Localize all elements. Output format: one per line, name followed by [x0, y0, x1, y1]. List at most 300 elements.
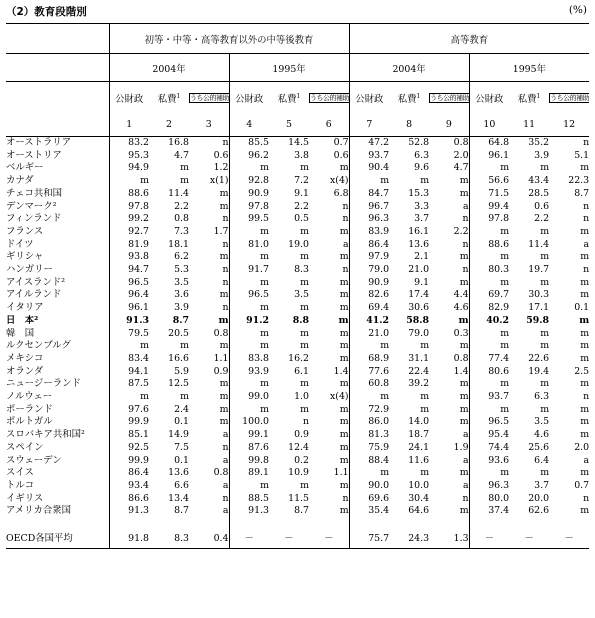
value-cell: 99.0 — [229, 391, 269, 404]
table-row — [6, 162, 589, 175]
table-row — [6, 429, 589, 442]
value-cell: a — [462, 200, 469, 212]
value-cell: 5.1 — [574, 149, 590, 161]
value-cell: m — [339, 416, 349, 428]
country-name: オーストラリア — [6, 137, 72, 148]
value-cell: m — [218, 314, 229, 326]
value-cell: 12.4 — [288, 441, 309, 453]
value-cell: m — [229, 226, 269, 239]
value-cell: n — [583, 264, 590, 276]
value-cell: m — [339, 378, 349, 390]
value-cell: 16.6 — [168, 352, 189, 364]
value-cell: 16.2 — [288, 352, 309, 364]
value-cell: 0.1 — [174, 454, 189, 466]
value-cell: n — [583, 492, 590, 504]
table-row — [6, 467, 589, 480]
value-cell: 13.6 — [408, 238, 430, 250]
value-cell: m — [300, 302, 309, 314]
value-cell: 8.7 — [574, 187, 590, 199]
value-cell: m — [469, 328, 509, 341]
value-cell: 4.7 — [174, 149, 189, 161]
value-cell: x(1) — [209, 175, 229, 187]
value-cell: 97.9 — [349, 251, 389, 264]
value-cell: 6.1 — [294, 365, 309, 377]
value-cell: 1.4 — [333, 365, 349, 377]
value-cell: n — [342, 213, 349, 225]
value-cell: m — [219, 340, 229, 352]
country-name: スウェーデン — [6, 454, 62, 466]
value-cell: m — [469, 226, 509, 239]
table-row — [6, 226, 589, 239]
value-cell: 43.4 — [528, 175, 550, 187]
value-cell: 100.0 — [229, 416, 269, 429]
value-cell: 19.0 — [288, 238, 309, 250]
value-cell: m — [219, 187, 229, 199]
subhead-private: 私費$^1$ — [277, 92, 301, 105]
value-cell: 81.3 — [349, 429, 389, 442]
value-cell: 3.7 — [534, 479, 550, 491]
value-cell: m — [300, 276, 309, 288]
value-cell: m — [580, 416, 590, 428]
value-cell: 0.1 — [174, 416, 189, 428]
value-cell: a — [583, 454, 590, 466]
value-cell: 13.6 — [168, 467, 189, 479]
value-cell: n — [222, 137, 229, 148]
value-cell: 19.7 — [528, 264, 550, 276]
value-cell: 14.5 — [288, 137, 309, 148]
column-number: 1 — [109, 113, 149, 137]
value-cell: 90.9 — [349, 277, 389, 290]
table-row — [6, 175, 589, 188]
value-cell: 0.4 — [189, 530, 229, 549]
value-cell: 5.3 — [174, 264, 189, 276]
country-name: 韓 国 — [6, 327, 35, 339]
value-cell: 8.3 — [149, 530, 189, 549]
value-cell: m — [109, 340, 149, 353]
value-cell: 91.3 — [109, 315, 149, 328]
value-cell: 19.4 — [528, 365, 550, 377]
country-name: スロバキア共和国² — [6, 429, 85, 441]
table-body — [6, 137, 589, 549]
value-cell: 80.0 — [469, 493, 509, 506]
value-cell: m — [109, 391, 149, 404]
value-cell: 7.5 — [174, 441, 189, 453]
value-cell: 68.9 — [349, 353, 389, 366]
value-cell: m — [300, 327, 309, 339]
value-cell: 90.0 — [349, 480, 389, 493]
value-cell: 3.9 — [174, 302, 189, 314]
value-cell: 91.3 — [109, 505, 149, 518]
header-row-groups — [6, 24, 589, 54]
value-cell: m — [580, 403, 590, 415]
value-cell: 81.9 — [109, 239, 149, 252]
value-cell: 72.9 — [349, 404, 389, 417]
value-cell: 0.6 — [213, 149, 229, 161]
value-cell: 2.0 — [453, 149, 469, 161]
value-cell: 93.6 — [469, 455, 509, 468]
table-row — [6, 480, 589, 493]
value-cell: m — [339, 162, 349, 174]
value-cell: 97.8 — [109, 201, 149, 214]
value-cell: 22.4 — [408, 365, 430, 377]
value-cell: 86.0 — [349, 416, 389, 429]
value-cell: 80.3 — [469, 264, 509, 277]
value-cell: 15.3 — [408, 187, 430, 199]
value-cell: m — [339, 225, 349, 237]
value-cell: m — [300, 340, 309, 352]
value-cell: 88.6 — [469, 239, 509, 252]
value-cell: 0.9 — [294, 429, 309, 441]
value-cell: 11.6 — [408, 454, 430, 466]
value-cell: 99.5 — [229, 213, 269, 226]
value-cell: m — [420, 403, 430, 415]
value-cell: a — [222, 505, 229, 517]
value-cell: 8.7 — [172, 314, 189, 326]
table-row — [6, 493, 589, 506]
country-name: ノルウェー — [6, 391, 53, 403]
column-number: 11 — [509, 113, 549, 137]
value-cell: 39.2 — [408, 378, 430, 390]
value-cell: 83.8 — [229, 353, 269, 366]
value-cell: m — [420, 340, 430, 352]
column-number: 10 — [469, 113, 509, 137]
value-cell: 2.2 — [294, 200, 309, 212]
value-cell: n — [462, 264, 469, 276]
subhead-public: 公財政 — [109, 82, 149, 114]
value-cell: m — [339, 302, 349, 314]
value-cell: m — [459, 340, 469, 352]
value-cell: m — [300, 251, 309, 263]
country-name: チェコ共和国 — [6, 187, 62, 199]
value-cell: 35.2 — [528, 137, 550, 148]
value-cell: 96.1 — [469, 150, 509, 163]
value-cell: 74.4 — [469, 442, 509, 455]
table-row — [6, 289, 589, 302]
value-cell: 21.0 — [349, 328, 389, 341]
value-cell: 20.0 — [528, 492, 550, 504]
subhead-private: 私費$^1$ — [517, 92, 541, 105]
value-cell: 4.4 — [453, 289, 469, 301]
value-cell: 0.7 — [333, 137, 349, 148]
value-cell: m — [459, 403, 469, 415]
value-cell: m — [459, 416, 469, 428]
value-cell: 99.8 — [229, 455, 269, 468]
value-cell: n — [583, 391, 590, 403]
value-cell: m — [300, 403, 309, 415]
table-row — [6, 302, 589, 315]
country-name: 日 本² — [6, 314, 39, 326]
value-cell: 0.8 — [213, 467, 229, 479]
value-cell: 1.1 — [333, 467, 349, 479]
value-cell: m — [580, 378, 590, 390]
value-cell: 88.6 — [109, 188, 149, 201]
value-cell: 93.8 — [109, 251, 149, 264]
value-cell: － — [549, 530, 589, 549]
value-cell: m — [580, 289, 590, 301]
value-cell: 92.7 — [109, 226, 149, 239]
table-row — [6, 353, 589, 366]
value-cell: n — [462, 213, 469, 225]
value-cell: n — [302, 416, 309, 428]
value-cell: m — [540, 276, 550, 288]
table-row — [6, 188, 589, 201]
value-cell: 52.8 — [408, 137, 430, 148]
value-cell: 1.4 — [453, 365, 469, 377]
value-cell: 82.6 — [349, 289, 389, 302]
table-row — [6, 277, 589, 290]
value-cell: n — [222, 492, 229, 504]
value-cell: 30.4 — [408, 492, 430, 504]
value-cell: 12.5 — [168, 378, 189, 390]
value-cell: 13.4 — [168, 492, 189, 504]
value-cell: m — [339, 429, 349, 441]
value-cell: 4.6 — [534, 429, 550, 441]
value-cell: 91.8 — [109, 530, 149, 549]
table-row — [6, 416, 589, 429]
value-cell: n — [583, 200, 590, 212]
oecd-average-row — [6, 530, 589, 549]
value-cell: 0.8 — [453, 352, 469, 364]
value-cell: 10.9 — [288, 467, 309, 479]
value-cell: m — [349, 391, 389, 404]
value-cell: 1.3 — [429, 530, 469, 549]
header-row-column-numbers — [6, 113, 589, 137]
value-cell: 80.6 — [469, 366, 509, 379]
value-cell: 96.1 — [109, 302, 149, 315]
value-cell: 92.5 — [109, 442, 149, 455]
value-cell: 3.8 — [294, 149, 309, 161]
table-row — [6, 251, 589, 264]
value-cell: 21.0 — [408, 264, 430, 276]
value-cell: m — [229, 328, 269, 341]
column-number: 6 — [309, 113, 349, 137]
value-cell: － — [509, 530, 549, 549]
value-cell: 99.2 — [109, 213, 149, 226]
value-cell: m — [219, 200, 229, 212]
value-cell: n — [342, 200, 349, 212]
value-cell: n — [583, 137, 590, 148]
value-cell: 3.5 — [534, 416, 550, 428]
value-cell: m — [338, 314, 349, 326]
country-name: ハンガリー — [6, 264, 53, 276]
value-cell: 0.9 — [213, 365, 229, 377]
value-cell: 41.2 — [349, 315, 389, 328]
value-cell: 6.3 — [534, 391, 550, 403]
value-cell: 90.4 — [349, 162, 389, 175]
value-cell: m — [219, 289, 229, 301]
value-cell: 2.5 — [574, 365, 590, 377]
value-cell: 16.1 — [408, 225, 430, 237]
table-row — [6, 213, 589, 226]
value-cell: m — [229, 378, 269, 391]
year-2004-tertiary: 2004年 — [349, 54, 469, 82]
value-cell: 94.1 — [109, 366, 149, 379]
value-cell: 83.9 — [349, 226, 389, 239]
column-number: 4 — [229, 113, 269, 137]
table-row — [6, 340, 589, 353]
value-cell: 18.1 — [168, 238, 189, 250]
column-number: 2 — [149, 113, 189, 137]
value-cell: m — [339, 441, 349, 453]
value-cell: 0.1 — [574, 302, 590, 314]
table-row — [6, 391, 589, 404]
country-name: フィンランド — [6, 213, 62, 225]
value-cell: 3.7 — [414, 213, 430, 225]
value-cell: 86.4 — [109, 467, 149, 480]
value-cell: m — [300, 162, 309, 174]
value-cell: 93.7 — [469, 391, 509, 404]
value-cell: 1.1 — [213, 352, 229, 364]
value-cell: 97.8 — [469, 213, 509, 226]
value-cell: 4.7 — [453, 162, 469, 174]
value-cell: m — [580, 340, 590, 352]
value-cell: n — [222, 238, 229, 250]
country-name: ルクセンブルグ — [6, 340, 71, 352]
value-cell: 56.6 — [469, 175, 509, 188]
spacer-row — [6, 518, 589, 530]
value-cell: m — [469, 277, 509, 290]
value-cell: m — [459, 505, 469, 517]
value-cell: 75.7 — [349, 530, 389, 549]
country-name: アイスランド² — [6, 276, 66, 288]
value-cell: m — [339, 403, 349, 415]
value-cell: 35.4 — [349, 505, 389, 518]
value-cell: 81.0 — [229, 239, 269, 252]
value-cell: 1.7 — [213, 225, 229, 237]
value-cell: m — [580, 276, 590, 288]
column-number: 5 — [269, 113, 309, 137]
value-cell: 95.4 — [469, 429, 509, 442]
value-cell: m — [180, 391, 189, 403]
value-cell: m — [339, 289, 349, 301]
value-cell: 99.9 — [109, 416, 149, 429]
value-cell: 7.2 — [294, 175, 309, 187]
value-cell: 0.6 — [333, 149, 349, 161]
value-cell: m — [300, 378, 309, 390]
value-cell: 0.6 — [534, 200, 550, 212]
country-name: ニュージーランド — [6, 378, 81, 390]
value-cell: 93.4 — [109, 480, 149, 493]
column-number: 8 — [389, 113, 429, 137]
value-cell: 83.4 — [109, 353, 149, 366]
value-cell: m — [580, 225, 590, 237]
value-cell: m — [229, 340, 269, 353]
value-cell: 64.6 — [408, 505, 430, 517]
table-row — [6, 137, 589, 150]
value-cell: m — [339, 505, 349, 517]
value-cell: 0.7 — [574, 479, 590, 491]
column-number: 12 — [549, 113, 589, 137]
value-cell: m — [300, 479, 309, 491]
value-cell: m — [339, 340, 349, 352]
value-cell: 2.2 — [534, 213, 550, 225]
country-name: メキシコ — [6, 352, 44, 364]
value-cell: － — [469, 530, 509, 549]
table-row — [6, 239, 589, 252]
table-row — [6, 378, 589, 391]
value-cell: x(4) — [330, 391, 349, 403]
table-row — [6, 505, 589, 518]
value-cell: 11.5 — [288, 492, 309, 504]
country-name: スペイン — [6, 441, 44, 453]
table-head — [6, 24, 589, 137]
value-cell: 30.6 — [408, 302, 430, 314]
value-cell: 77.6 — [349, 366, 389, 379]
country-name: カナダ — [6, 175, 34, 187]
value-cell: 60.8 — [349, 378, 389, 391]
value-cell: 8.3 — [294, 264, 309, 276]
value-cell: a — [462, 454, 469, 466]
value-cell: 0.8 — [453, 137, 469, 148]
country-name: オーストリア — [6, 149, 62, 161]
value-cell: 87.6 — [229, 442, 269, 455]
value-cell: x(4) — [330, 175, 349, 187]
value-cell: m — [219, 251, 229, 263]
country-name: フランス — [6, 225, 44, 237]
value-cell: 9.1 — [294, 187, 309, 199]
value-cell: 31.1 — [408, 352, 430, 364]
value-cell: 94.7 — [109, 264, 149, 277]
corner-cell — [6, 24, 109, 54]
value-cell: m — [540, 403, 550, 415]
value-cell: m — [219, 403, 229, 415]
subhead-subsidy: うち公的補助 — [190, 94, 229, 102]
value-cell: 79.5 — [109, 328, 149, 341]
value-cell: m — [219, 391, 229, 403]
value-cell: 96.5 — [229, 289, 269, 302]
value-cell: 0.3 — [453, 327, 469, 339]
value-cell: 8.7 — [294, 505, 309, 517]
value-cell: 17.4 — [408, 289, 430, 301]
value-cell: n — [342, 492, 349, 504]
value-cell: m — [459, 391, 469, 403]
value-cell: 2.4 — [174, 403, 189, 415]
value-cell: m — [580, 327, 590, 339]
value-cell: 9.1 — [414, 276, 430, 288]
country-name: ポーランド — [6, 403, 53, 415]
table-row — [6, 366, 589, 379]
value-cell: 4.6 — [453, 302, 469, 314]
value-cell: m — [459, 378, 469, 390]
value-cell: 85.1 — [109, 429, 149, 442]
value-cell: n — [222, 213, 229, 225]
country-name: アメリカ合衆国 — [6, 505, 71, 517]
value-cell: m — [229, 302, 269, 315]
value-cell: － — [309, 530, 349, 549]
value-cell: m — [469, 378, 509, 391]
column-number: 7 — [349, 113, 389, 137]
value-cell: 59.8 — [526, 314, 550, 326]
value-cell: 8.8 — [292, 314, 309, 326]
year-1995-post-secondary: 1995年 — [229, 54, 349, 82]
value-cell: m — [459, 187, 469, 199]
table-row — [6, 315, 589, 328]
value-cell: 87.5 — [109, 378, 149, 391]
value-cell: 10.0 — [408, 479, 430, 491]
value-cell: － — [269, 530, 309, 549]
table-row — [6, 404, 589, 417]
value-cell: 69.4 — [349, 302, 389, 315]
value-cell: m — [458, 314, 469, 326]
country-name: アイルランド — [6, 289, 62, 301]
subhead-subsidy: うち公的補助 — [550, 94, 590, 102]
value-cell: 99.1 — [229, 429, 269, 442]
value-cell: m — [469, 251, 509, 264]
value-cell: 79.0 — [408, 327, 430, 339]
value-cell: m — [229, 404, 269, 417]
table-row — [6, 455, 589, 468]
value-cell: － — [229, 530, 269, 549]
